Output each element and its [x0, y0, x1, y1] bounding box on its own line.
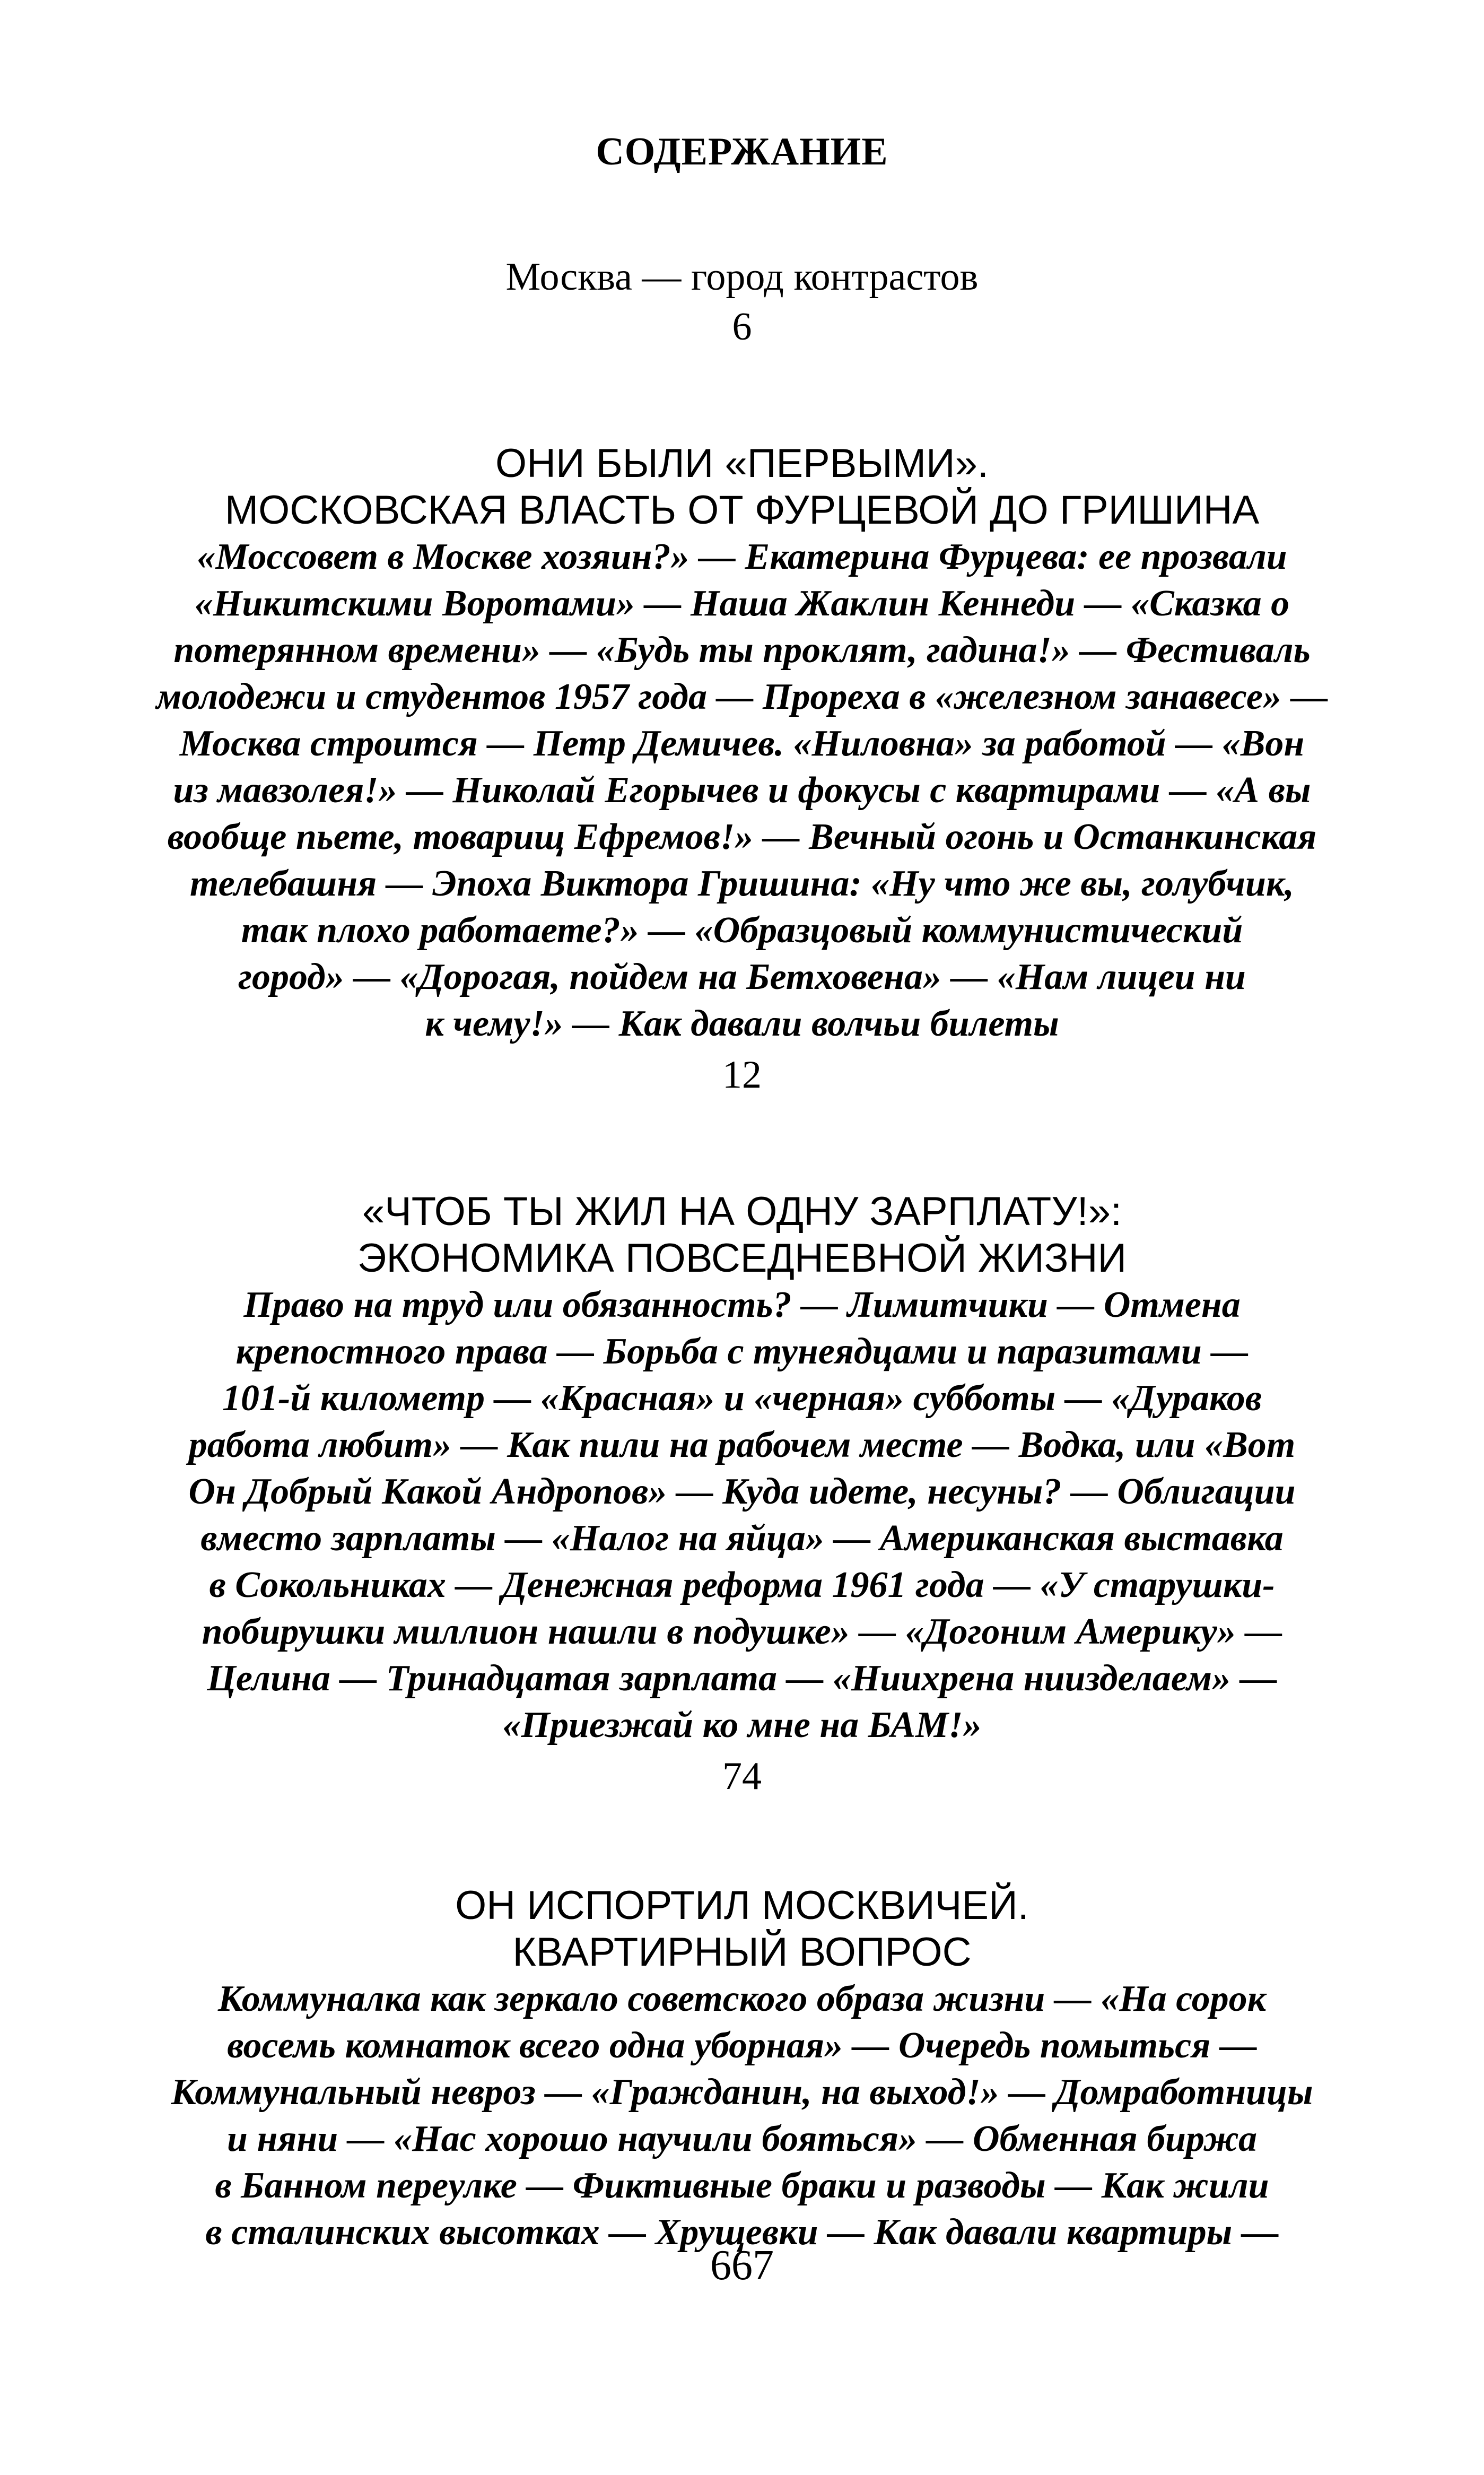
subtopic-line: молодежи и студентов 1957 года — Прореха в «железном занавесе» —: [156, 676, 1328, 717]
subtopic-line: город» — «Дорогая, пойдем на Бетховена» — «Нам лицеи ни: [238, 957, 1246, 997]
subtopic-line: побирушки миллион нашли в подушке» — «Догоним Америку» —: [202, 1611, 1282, 1652]
intro-chapter-page-number: 6: [732, 305, 752, 349]
subtopic-line: вообще пьете, товарищ Ефремов!» — Вечный огонь и Останкинская: [167, 817, 1317, 857]
section-page-number: 12: [722, 1053, 762, 1097]
section-heading-line: КВАРТИРНЫЙ ВОПРОС: [512, 1930, 972, 1975]
subtopic-line: телебашня — Эпоха Виктора Гришина: «Ну что же вы, голубчик,: [190, 863, 1294, 904]
subtopic-line: Право на труд или обязанность? — Лимитчики — Отмена: [243, 1284, 1241, 1325]
section-heading: [95, 1188, 1389, 1282]
subtopic-line: в сталинских высотках — Хрущевки — Как давали квартиры —: [205, 2212, 1279, 2253]
section-heading-line: ЭКОНОМИКА ПОВСЕДНЕВНОЙ ЖИЗНИ: [357, 1236, 1127, 1281]
subtopic-line: «Моссовет в Москве хозяин?» — Екатерина Фурцева: ее прозвали: [197, 536, 1287, 577]
subtopic-line: работа любит» — Как пили на рабочем месте — Водка, или «Вот: [188, 1425, 1296, 1465]
subtopic-line: крепостного права — Борьба с тунеядцами и паразитами —: [235, 1331, 1249, 1372]
subtopic-line: вместо зарплаты — «Налог на яйца» — Американская выставка: [200, 1518, 1284, 1559]
section-heading-line: «ЧТОБ ТЫ ЖИЛ НА ОДНУ ЗАРПЛАТУ!»:: [362, 1189, 1122, 1234]
subtopic-line: Коммуналка как зеркало советского образа жизни — «На сорок: [217, 1978, 1267, 2019]
subtopic-line: Коммунальный невроз — «Гражданин, на выход!» — Домработницы: [171, 2072, 1313, 2113]
section-page-number: 74: [722, 1755, 762, 1798]
subtopic-line: и няни — «Нас хорошо научили бояться» — Обменная биржа: [227, 2118, 1257, 2159]
section-subtopics: [95, 1282, 1389, 1749]
subtopic-line: Москва строится — Петр Демичев. «Ниловна» за работой — «Вон: [179, 723, 1305, 764]
section-heading-line: ОН ИСПОРТИЛ МОСКВИЧЕЙ.: [455, 1883, 1029, 1928]
subtopic-line: потерянном времени» — «Будь ты проклят, гадина!» — Фестиваль: [173, 630, 1311, 671]
toc-section-2: [95, 1188, 1389, 1800]
subtopic-line: к чему!» — Как давали волчьи билеты: [425, 1003, 1059, 1044]
page-title: СОДЕРЖАНИЕ: [596, 130, 888, 173]
subtopic-line: 101-й километр — «Красная» и «черная» субботы — «Дураков: [222, 1378, 1262, 1419]
folio-page-number: 667: [710, 2242, 774, 2289]
toc-section-3: [95, 1882, 1389, 2256]
section-heading: [95, 1882, 1389, 1976]
subtopic-line: «Приезжай ко мне на БАМ!»: [502, 1705, 982, 1745]
section-heading-line: МОСКОВСКАЯ ВЛАСТЬ ОТ ФУРЦЕВОЙ ДО ГРИШИНА: [224, 488, 1260, 533]
subtopic-line: в Банном переулке — Фиктивные браки и разводы — Как жили: [215, 2165, 1269, 2206]
subtopic-line: в Сокольниках — Денежная реформа 1961 года — «У старушки-: [209, 1565, 1275, 1605]
subtopic-line: Целина — Тринадцатая зарплата — «Ниихрена ниизделаем» —: [207, 1658, 1277, 1699]
subtopic-line: Он Добрый Какой Андропов» — Куда идете, несуны? — Облигации: [188, 1471, 1296, 1512]
subtopic-line: так плохо работаете?» — «Образцовый коммунистический: [241, 910, 1243, 951]
toc-section-1: [95, 440, 1389, 1098]
section-heading: [95, 440, 1389, 534]
section-subtopics: [95, 534, 1389, 1047]
subtopic-line: восемь комнаток всего одна уборная» — Очередь помыться —: [227, 2025, 1257, 2066]
intro-chapter-title: Москва — город контрастов: [505, 255, 979, 299]
subtopic-line: «Никитскими Воротами» — Наша Жаклин Кеннеди — «Сказка о: [194, 583, 1290, 624]
subtopic-line: из мавзолея!» — Николай Егорычев и фокусы с квартирами — «А вы: [173, 770, 1311, 811]
section-subtopics: [95, 1976, 1389, 2256]
section-heading-line: ОНИ БЫЛИ «ПЕРВЫМИ».: [495, 441, 989, 486]
